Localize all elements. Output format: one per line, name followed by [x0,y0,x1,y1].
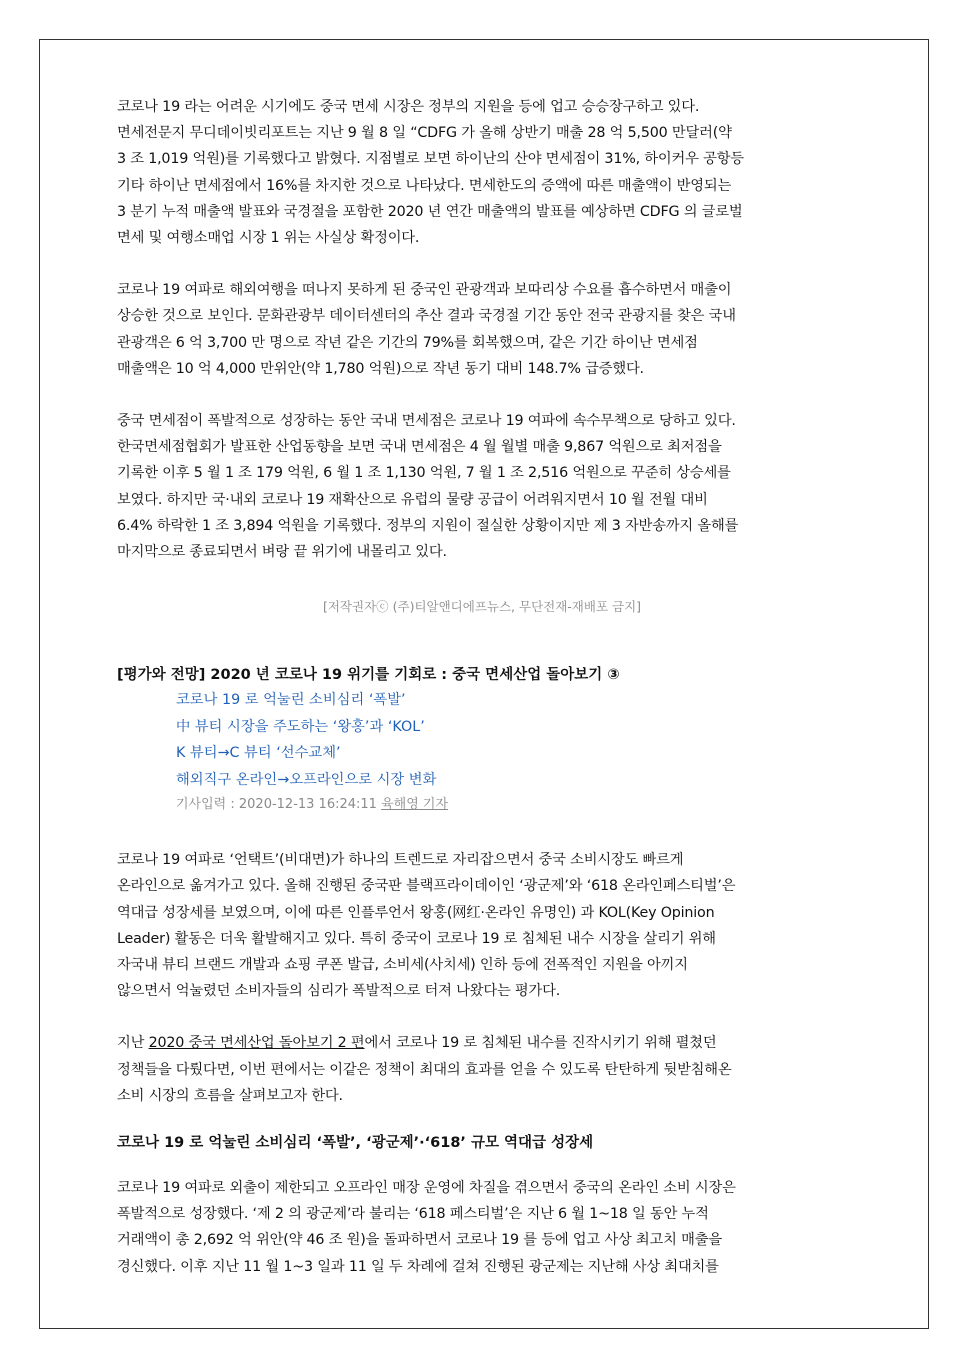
text-line: 한국면세점협회가 발표한 산업동향을 보면 국내 면세점은 4 월 월별 매출 9,867 억원으로 최저점을 [117,439,722,456]
text-line: 소비 시장의 흐름을 살펴보고자 한다. [117,1087,343,1104]
paragraph-6 [117,1175,847,1280]
subheading-item: K 뷰티→C 뷰티 ‘선수교체’ [176,745,341,762]
text-line: Leader) 활동은 더욱 활발해지고 있다. 특히 중국이 코로나 19 로 침체된 내수 시장을 살리기 위해 [117,930,716,947]
text-suffix: 에서 코로나 19 로 침체된 내수를 진작시키기 위해 펼쳤던 [364,1035,717,1052]
text-line: 관광객은 6 억 3,700 만 명으로 작년 같은 기간의 79%를 회복했으며, 같은 기간 하이난 면세점 [117,334,698,351]
text-line: 코로나 19 라는 어려운 시기에도 중국 면세 시장은 정부의 지원을 등에 업고 승승장구하고 있다. [117,99,700,115]
article-body [117,94,847,1280]
text-line: 3 조 1,019 억원)를 기록했다고 밝혔다. 지점별로 보면 하이난의 산야 면세점이 31%, 하이커우 공항등 [117,151,744,168]
text-line: 기타 하이난 면세점에서 16%를 차지한 것으로 나타났다. 면세한도의 증액에 따른 매출액이 반영되는 [117,177,732,194]
text-line: 거래액이 총 2,692 억 위안(약 46 조 원)을 돌파하면서 코로나 19 를 등에 업고 사상 최고치 매출을 [117,1232,722,1249]
text-line: 면세 및 여행소매업 시장 1 위는 사실상 확정이다. [117,230,420,247]
text-prefix: 지난 [117,1035,149,1052]
text-line: 역대급 성장세를 보였으며, 이에 따른 인플루언서 왕홍(网红·온라인 유명인) 과 KOL(Key Opinion [117,904,715,921]
text-line: 코로나 19 여파로 해외여행을 떠나지 못하게 된 중국인 관광객과 보따리상 수요를 흡수하면서 매출이 [117,282,732,299]
text-line: 폭발적으로 성장했다. ‘제 2 의 광군제’라 불리는 ‘618 페스티벌’은 지난 6 월 1~18 일 동안 누적 [117,1206,709,1223]
text-line [117,1030,847,1056]
paragraph-4 [117,847,847,1004]
publish-date: 기사입력 : 2020-12-13 16:24:11 [176,797,382,813]
text-line: 보였다. 하지만 국·내외 코로나 19 재확산으로 유럽의 물량 공급이 어려워지면서 10 월 전월 대비 [117,491,708,508]
text-line: 상승한 것으로 보인다. 문화관광부 데이터센터의 추산 결과 국경절 기간 동안 전국 관광지를 찾은 국내 [117,308,736,325]
article-headline: [평가와 전망] 2020 년 코로나 19 위기를 기회로 : 중국 면세산업 돌아보기 ③ [117,667,620,684]
paragraph-2 [117,277,847,382]
text-line: 매출액은 10 억 4,000 만위안(약 1,780 억원)으로 작년 동기 대비 148.7% 급증했다. [117,360,644,377]
subheading-item: 해외직구 온라인→오프라인으로 시장 변화 [176,771,437,788]
section-heading: 코로나 19 로 억눌린 소비심리 ‘폭발’, ‘광군제’·‘618’ 규모 역대급 성장세 [117,1135,594,1152]
paragraph-1 [117,94,847,251]
text-line: 면세전문지 무디데이빗리포트는 지난 9 월 8 일 “CDFG 가 올해 상반기 매출 28 억 5,500 만달러(약 [117,125,732,142]
text-line: 중국 면세점이 폭발적으로 성장하는 동안 국내 면세점은 코로나 19 여파에 속수무책으로 당하고 있다. [117,413,736,430]
text-line: 경신했다. 이후 지난 11 월 1~3 일과 11 일 두 차례에 걸쳐 진행된 광군제는 지난해 사상 최대치를 [117,1258,719,1275]
subheading-list [176,687,847,793]
subheading-item: 코로나 19 로 억눌린 소비심리 ‘폭발’ [176,692,406,709]
text-line: 3 분기 누적 매출액 발표와 국경절을 포함한 2020 년 연간 매출액의 발표를 예상하면 CDFG 의 글로벌 [117,203,743,220]
text-line: 않으면서 억눌렸던 소비자들의 심리가 폭발적으로 터져 나왔다는 평가다. [117,983,561,1000]
subheading-item: 中 뷰티 시장을 주도하는 ‘왕홍’과 ‘KOL’ [176,718,425,735]
paragraph-3 [117,408,847,565]
byline [176,793,847,817]
text-line: 코로나 19 여파로 외출이 제한되고 오프라인 매장 운영에 차질을 겪으면서 중국의 온라인 소비 시장은 [117,1180,736,1197]
author-link[interactable]: 육해영 기자 [381,797,449,813]
copyright-notice: [저작권자ⓒ (주)티알앤디에프뉴스, 무단전재-재배포 금지] [322,599,642,615]
paragraph-5 [117,1030,847,1109]
text-line: 코로나 19 여파로 ‘언택트’(비대면)가 하나의 트렌드로 자리잡으면서 중국 소비시장도 빠르게 [117,852,684,869]
text-line: 온라인으로 옮겨가고 있다. 올해 진행된 중국판 블랙프라이데이인 ‘광군제’와 ‘618 온라인페스티벌’은 [117,878,736,895]
previous-article-link[interactable]: 2020 중국 면세산업 돌아보기 2 편 [148,1035,365,1052]
text-line: 마지막으로 종료되면서 벼랑 끝 위기에 내몰리고 있다. [117,544,447,561]
text-line: 정책들을 다뤘다면, 이번 편에서는 이같은 정책이 최대의 효과를 얻을 수 있도록 탄탄하게 뒷받침해온 [117,1061,732,1078]
text-line: 6.4% 하락한 1 조 3,894 억원을 기록했다. 정부의 지원이 절실한 상황이지만 제 3 자반송까지 올해를 [117,517,739,534]
text-line: 자국내 뷰티 브랜드 개발과 쇼핑 쿠폰 발급, 소비세(사치세) 인하 등에 전폭적인 지원을 아끼지 [117,957,688,974]
text-line: 기록한 이후 5 월 1 조 179 억원, 6 월 1 조 1,130 억원, 7 월 1 조 2,516 억원으로 꾸준히 상승세를 [117,465,731,482]
